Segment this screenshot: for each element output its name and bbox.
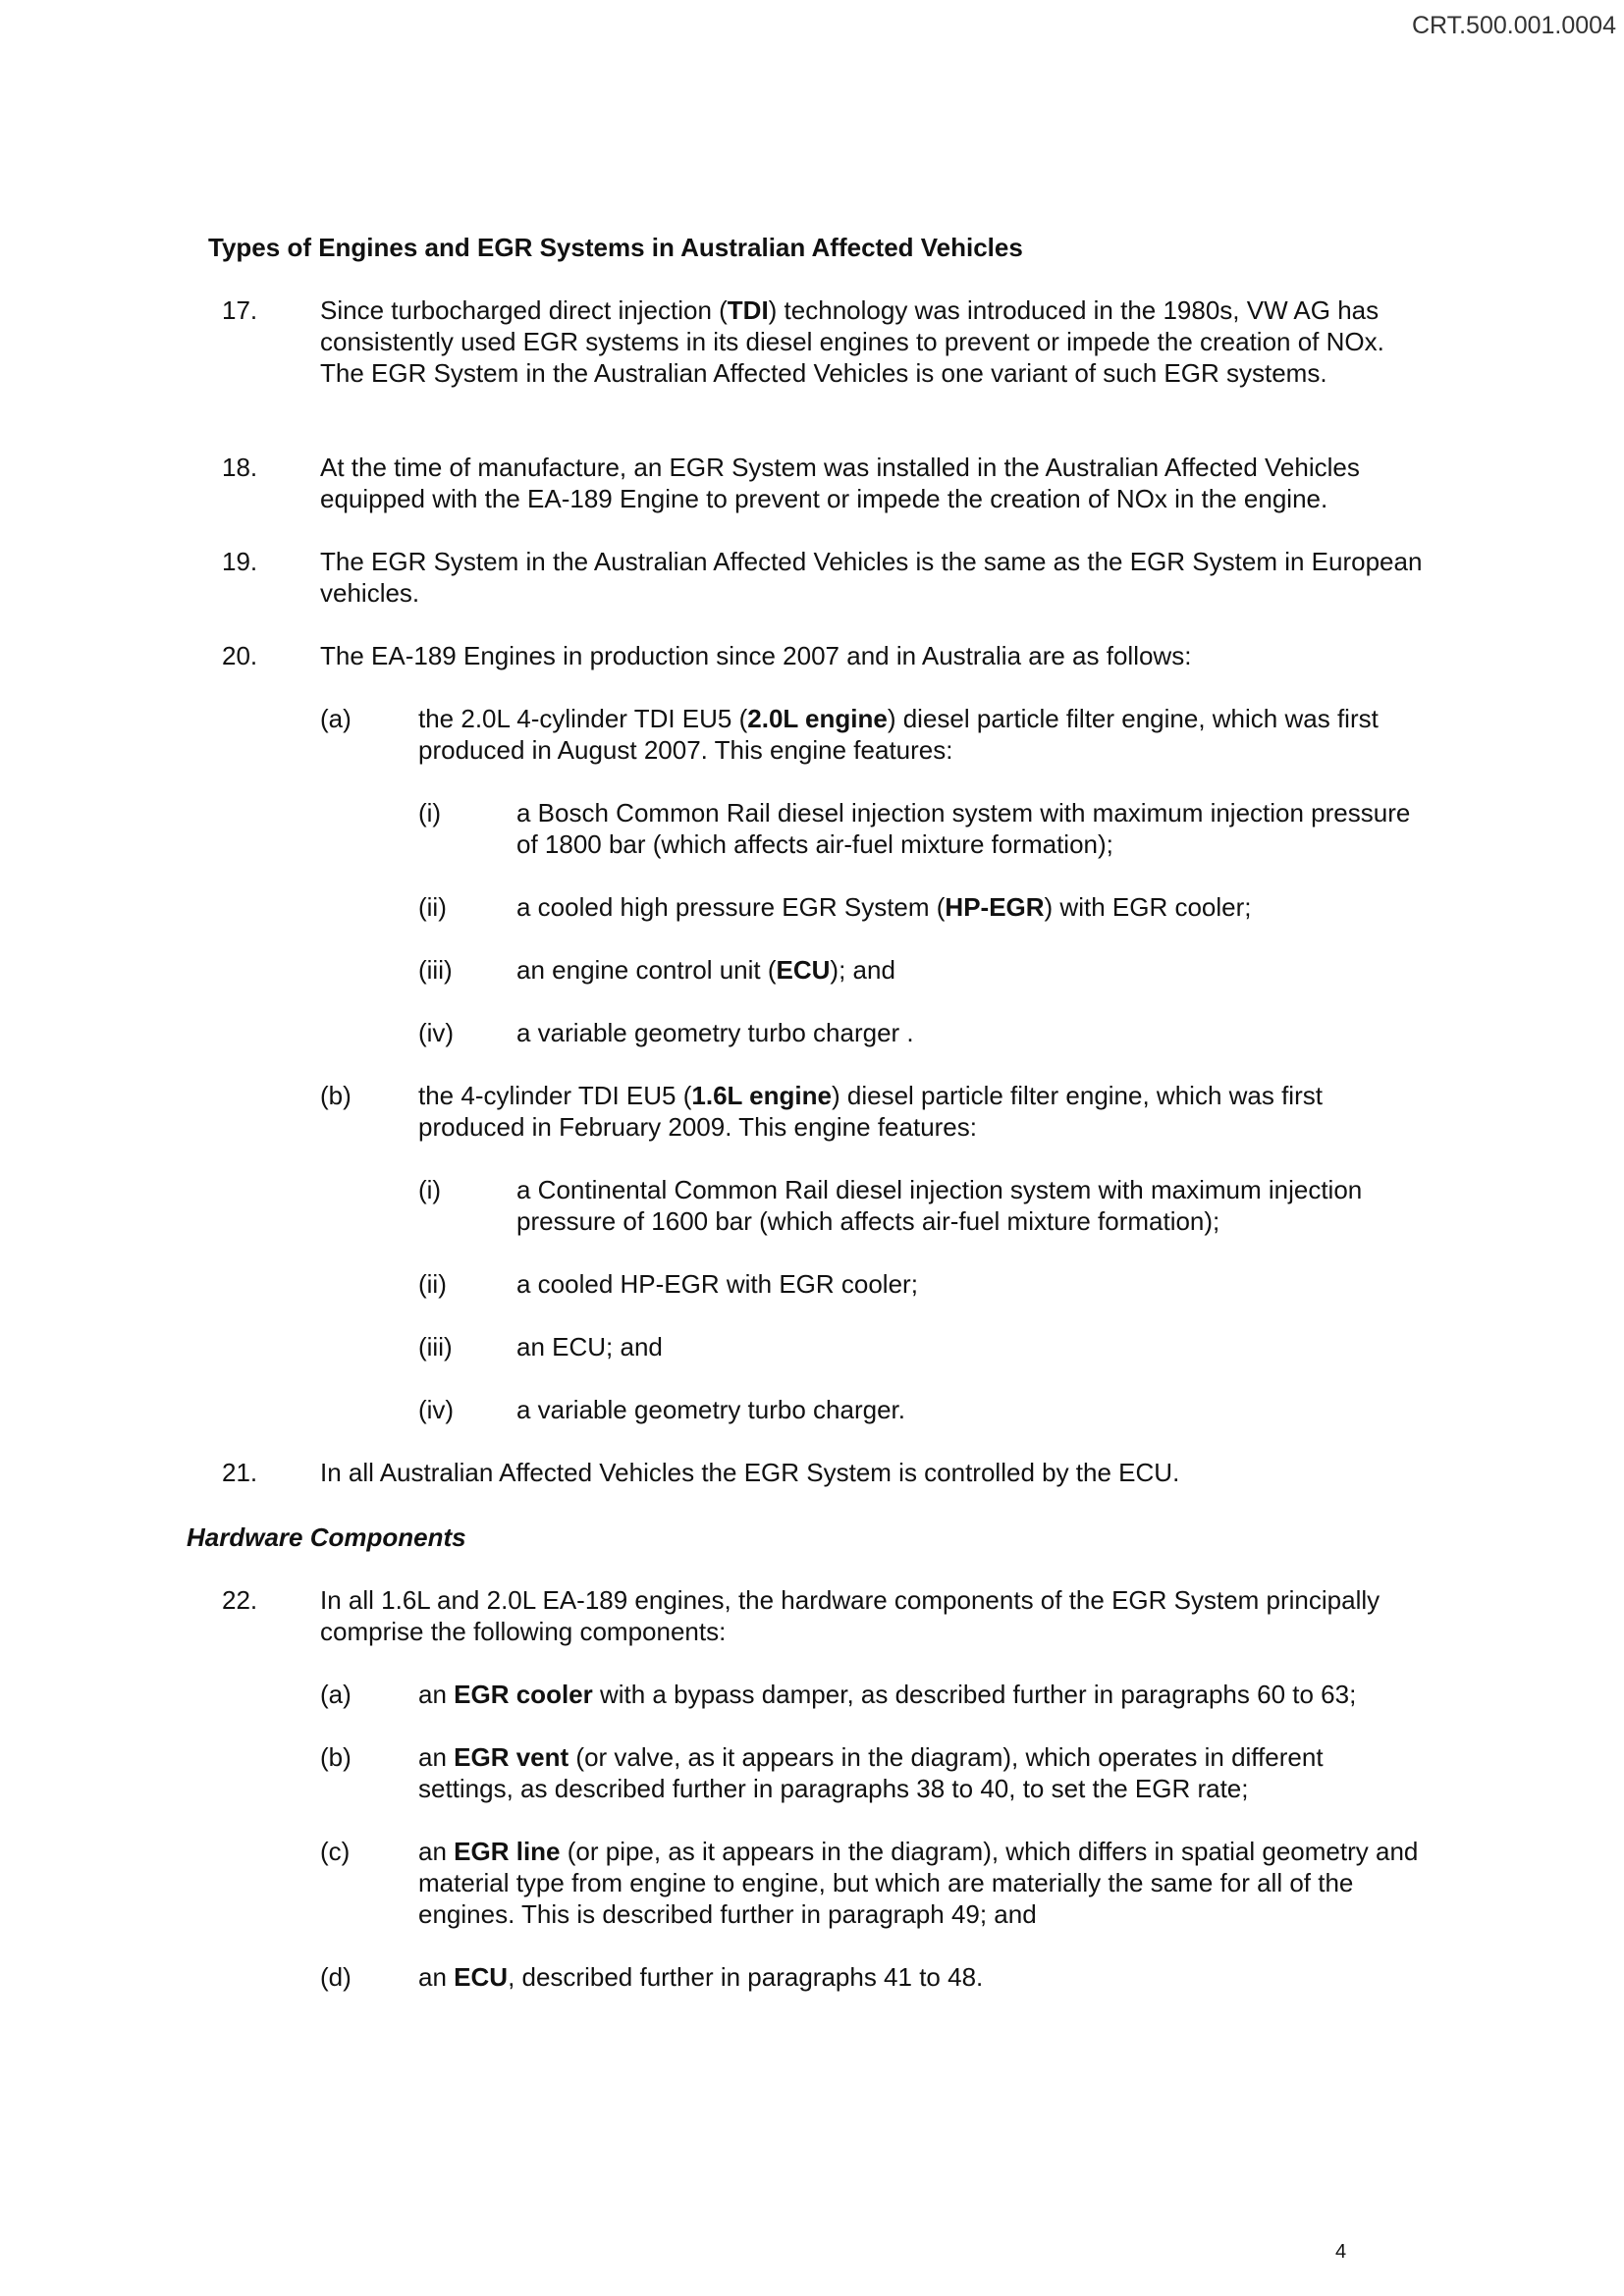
- subparagraph-label: (d): [320, 1962, 352, 1992]
- paragraph-number: 17.: [222, 295, 258, 325]
- item-label: (iv): [418, 1395, 455, 1424]
- item-20a-iv: [418, 1017, 1439, 1048]
- item-label: (ii): [418, 892, 447, 922]
- subparagraph-22b: [320, 1741, 1439, 1804]
- item-text: a variable geometry turbo charger.: [516, 1395, 905, 1424]
- paragraph-text: In all Australian Affected Vehicles the EGR System is controlled by the ECU.: [320, 1458, 1180, 1487]
- paragraph-number: 19.: [222, 547, 258, 576]
- item-label: (ii): [418, 1269, 447, 1299]
- subparagraph-text: the 4-cylinder TDI EU5 (1.6L engine) diesel particle filter engine, which was first produced in February 2009. This engine features:: [418, 1081, 1323, 1142]
- item-text: a cooled HP-EGR with EGR cooler;: [516, 1269, 918, 1299]
- defined-term: HP-EGR: [945, 892, 1045, 922]
- defined-term: EGR cooler: [454, 1680, 593, 1709]
- subparagraph-label: (b): [320, 1742, 352, 1772]
- paragraph-18: [222, 452, 1439, 514]
- subparagraph-text: an ECU, described further in paragraphs 41 to 48.: [418, 1962, 984, 1992]
- defined-term: 1.6L engine: [691, 1081, 832, 1110]
- subparagraph-22d: [320, 1961, 1439, 1993]
- subparagraph-label: (b): [320, 1081, 352, 1110]
- item-text: a cooled high pressure EGR System (HP-EGR) with EGR cooler;: [516, 892, 1252, 922]
- item-20b-i: [418, 1174, 1439, 1237]
- paragraph-17: [222, 294, 1439, 389]
- item-text: a Bosch Common Rail diesel injection system with maximum injection pressure of 1800 bar (which affects air-fuel mixture formation);: [516, 798, 1411, 859]
- subparagraph-22c: [320, 1836, 1439, 1930]
- paragraph-number: 22.: [222, 1585, 258, 1615]
- paragraph-21: [222, 1457, 1439, 1488]
- item-label: (iv): [418, 1018, 455, 1047]
- subparagraph-22a: [320, 1679, 1439, 1710]
- paragraph-22: [222, 1584, 1439, 1647]
- item-20a-ii: [418, 891, 1439, 923]
- subparagraph-label: (c): [320, 1837, 351, 1866]
- subparagraph-text: an EGR line (or pipe, as it appears in the diagram), which differs in spatial geometry and material type from engine to engine, but which are materially the same for all of the engines. This is described further in paragraph 49; and: [418, 1837, 1419, 1929]
- section-heading-engine-types: Types of Engines and EGR Systems in Australian Affected Vehicles: [208, 233, 1023, 262]
- defined-term: EGR vent: [454, 1742, 569, 1772]
- paragraph-text: At the time of manufacture, an EGR System was installed in the Australian Affected Vehicles equipped with the EA-189 Engine to prevent or impede the creation of NOx in the engine.: [320, 453, 1360, 513]
- defined-term: ECU: [776, 955, 831, 985]
- subparagraph-label: (a): [320, 704, 352, 733]
- paragraph-number: 20.: [222, 641, 258, 670]
- defined-term: ECU: [454, 1962, 509, 1992]
- item-20a-iii: [418, 954, 1439, 986]
- paragraph-text: The EA-189 Engines in production since 2007 and in Australia are as follows:: [320, 641, 1192, 670]
- subparagraph-text: the 2.0L 4-cylinder TDI EU5 (2.0L engine) diesel particle filter engine, which was first produced in August 2007. This engine features:: [418, 704, 1379, 765]
- item-20a-i: [418, 797, 1439, 860]
- subparagraph-20a: [320, 703, 1439, 766]
- defined-term: TDI: [727, 295, 769, 325]
- defined-term: EGR line: [454, 1837, 561, 1866]
- item-20b-iv: [418, 1394, 1439, 1425]
- item-text: a variable geometry turbo charger .: [516, 1018, 914, 1047]
- paragraph-20: [222, 640, 1439, 671]
- item-text: a Continental Common Rail diesel injection system with maximum injection pressure of 1600 bar (which affects air-fuel mixture formation);: [516, 1175, 1363, 1236]
- item-20b-ii: [418, 1268, 1439, 1300]
- item-label: (i): [418, 1175, 442, 1204]
- item-label: (i): [418, 798, 442, 828]
- paragraph-text: Since turbocharged direct injection (TDI) technology was introduced in the 1980s, VW AG has consistently used EGR systems in its diesel engines to prevent or impede the creation of NOx. The EGR System in the Australian Affected Vehicles is one variant of such EGR systems.: [320, 295, 1384, 388]
- item-text: an engine control unit (ECU); and: [516, 955, 895, 985]
- section-heading-hardware-components: Hardware Components: [187, 1522, 466, 1552]
- item-text: an ECU; and: [516, 1332, 663, 1362]
- subparagraph-text: an EGR cooler with a bypass damper, as described further in paragraphs 60 to 63;: [418, 1680, 1357, 1709]
- page-number: 4: [1335, 2241, 1347, 2263]
- document-id: CRT.500.001.0004: [1411, 12, 1616, 39]
- subparagraph-text: an EGR vent (or valve, as it appears in the diagram), which operates in different settings, as described further in paragraphs 38 to 40, to set the EGR rate;: [418, 1742, 1324, 1803]
- paragraph-number: 21.: [222, 1458, 258, 1487]
- paragraph-text: In all 1.6L and 2.0L EA-189 engines, the hardware components of the EGR System principally comprise the following components:: [320, 1585, 1380, 1646]
- item-label: (iii): [418, 1332, 453, 1362]
- item-label: (iii): [418, 955, 453, 985]
- subparagraph-label: (a): [320, 1680, 352, 1709]
- paragraph-number: 18.: [222, 453, 258, 482]
- paragraph-19: [222, 546, 1439, 609]
- defined-term: 2.0L engine: [747, 704, 888, 733]
- subparagraph-20b: [320, 1080, 1439, 1143]
- paragraph-text: The EGR System in the Australian Affected Vehicles is the same as the EGR System in European vehicles.: [320, 547, 1423, 608]
- item-20b-iii: [418, 1331, 1439, 1362]
